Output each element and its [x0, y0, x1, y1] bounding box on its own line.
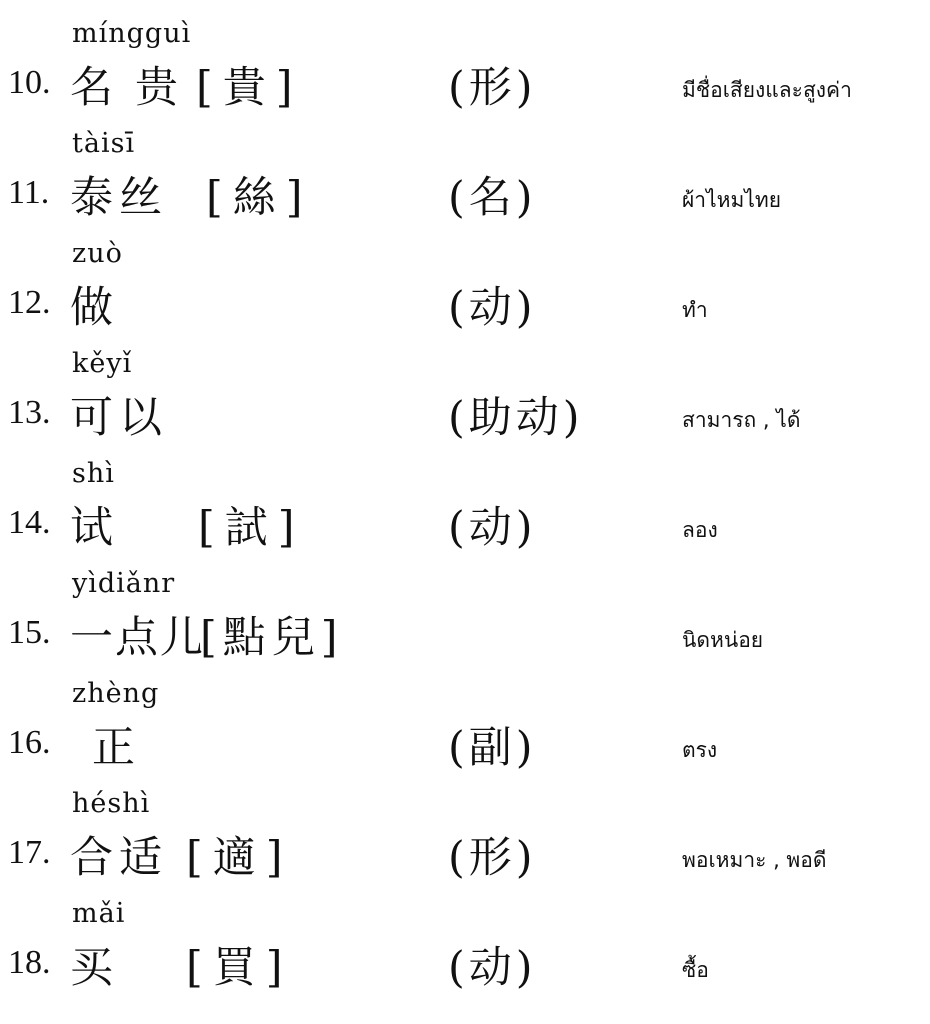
entry-number: 12. — [8, 284, 51, 321]
vocab-entry-10 — [0, 18, 930, 128]
part-of-speech: (副) — [448, 723, 537, 773]
vocab-entry-15 — [0, 568, 930, 678]
vocab-entry-18 — [0, 898, 930, 1008]
entry-number: 18. — [8, 944, 51, 981]
pinyin: zhèng — [72, 678, 160, 709]
simplified-word: 一点儿 — [70, 613, 205, 663]
simplified-word: 合适 — [70, 833, 168, 883]
part-of-speech: (助动) — [448, 393, 584, 443]
simplified-word: 可以 — [70, 393, 168, 443]
part-of-speech: (形) — [448, 63, 537, 113]
simplified-word: 买 — [70, 943, 119, 993]
entry-number: 15. — [8, 614, 51, 651]
thai-meaning: ผ้าไหมไทย — [682, 188, 782, 212]
traditional-form: [買] — [186, 943, 293, 993]
part-of-speech: (动) — [448, 283, 537, 333]
entry-number: 14. — [8, 504, 51, 541]
thai-meaning: พอเหมาะ , พอดี — [682, 848, 827, 872]
vocab-entry-14 — [0, 458, 930, 568]
vocab-entry-11 — [0, 128, 930, 238]
traditional-form: [試] — [198, 503, 305, 553]
thai-meaning: ลอง — [682, 518, 718, 542]
traditional-form: [適] — [186, 833, 293, 883]
vocab-entry-17 — [0, 788, 930, 898]
simplified-word: 泰丝 — [70, 173, 168, 223]
entry-number: 10. — [8, 64, 51, 101]
entry-number: 11. — [8, 174, 50, 211]
part-of-speech: (动) — [448, 943, 537, 993]
thai-meaning: นิดหน่อย — [682, 628, 764, 652]
vocab-entry-13 — [0, 348, 930, 458]
vocab-entry-12 — [0, 238, 930, 348]
thai-meaning: สามารถ , ได้ — [682, 408, 801, 432]
pinyin: shì — [72, 458, 115, 489]
pinyin: tàisī — [72, 128, 136, 159]
pinyin: míngguì — [72, 18, 192, 49]
pinyin: mǎi — [72, 898, 126, 929]
traditional-form: [絲] — [206, 173, 313, 223]
pinyin: kěyǐ — [72, 348, 133, 379]
simplified-word: 试 — [70, 503, 119, 553]
pinyin: héshì — [72, 788, 151, 819]
entry-number: 13. — [8, 394, 51, 431]
simplified-word: 做 — [70, 283, 119, 333]
traditional-form: [點兒] — [200, 613, 344, 663]
thai-meaning: ทำ — [682, 298, 708, 322]
thai-meaning: ซื้อ — [682, 958, 709, 982]
vocab-entry-16 — [0, 678, 930, 788]
entry-number: 17. — [8, 834, 51, 871]
simplified-word: 正 — [92, 723, 141, 773]
part-of-speech: (形) — [448, 833, 537, 883]
pinyin: zuò — [72, 238, 123, 269]
traditional-form: [貴] — [196, 63, 303, 113]
simplified-word: 名贵 — [70, 63, 200, 113]
part-of-speech: (动) — [448, 503, 537, 553]
part-of-speech: (名) — [448, 173, 537, 223]
thai-meaning: ตรง — [682, 738, 718, 762]
thai-meaning: มีชื่อเสียงและสูงค่า — [682, 78, 852, 102]
entry-number: 16. — [8, 724, 51, 761]
pinyin: yìdiǎnr — [72, 568, 176, 599]
